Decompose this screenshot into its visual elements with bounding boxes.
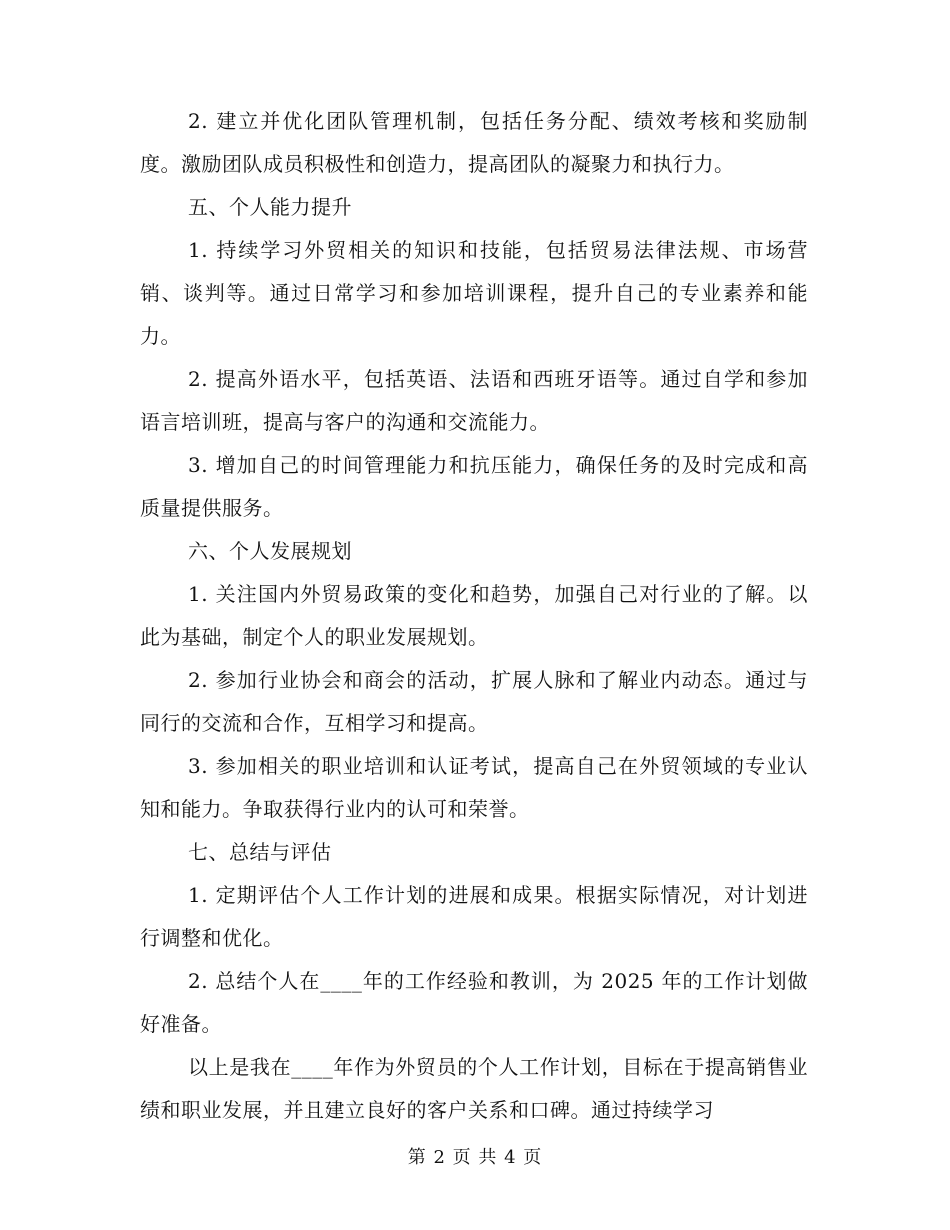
- paragraph: 3. 参加相关的职业培训和认证考试，提高自己在外贸领域的专业认知和能力。争取获得行业内的认可和荣誉。: [140, 754, 808, 821]
- page-number-footer: 第 2 页 共 4 页: [407, 1147, 543, 1168]
- paragraph: 2. 提高外语水平，包括英语、法语和西班牙语等。通过自学和参加语言培训班，提高与客户的沟通和交流能力。: [140, 367, 808, 434]
- paragraph: 1. 关注国内外贸易政策的变化和趋势，加强自己对行业的了解。以此为基础，制定个人的职业发展规划。: [140, 582, 808, 649]
- document-body: [140, 100, 808, 1132]
- paragraph: 2. 参加行业协会和商会的活动，扩展人脉和了解业内动态。通过与同行的交流和合作，互相学习和提高。: [140, 668, 808, 735]
- section-heading: 七、总结与评估: [188, 840, 332, 864]
- paragraph: 3. 增加自己的时间管理能力和抗压能力，确保任务的及时完成和高质量提供服务。: [140, 453, 808, 520]
- paragraph: 2. 建立并优化团队管理机制，包括任务分配、绩效考核和奖励制度。激励团队成员积极性和创造力，提高团队的凝聚力和执行力。: [140, 109, 808, 176]
- paragraph: 2. 总结个人在____年的工作经验和教训，为 2025 年的工作计划做好准备。: [140, 969, 808, 1036]
- section-heading: 五、个人能力提升: [188, 195, 352, 219]
- paragraph: 以上是我在____年作为外贸员的个人工作计划，目标在于提高销售业绩和职业发展，并且建立良好的客户关系和口碑。通过持续学习: [140, 1055, 808, 1122]
- section-heading: 六、个人发展规划: [188, 539, 352, 563]
- paragraph: 1. 持续学习外贸相关的知识和技能，包括贸易法律法规、市场营销、谈判等。通过日常学习和参加培训课程，提升自己的专业素养和能力。: [140, 238, 808, 348]
- paragraph: 1. 定期评估个人工作计划的进展和成果。根据实际情况，对计划进行调整和优化。: [140, 883, 808, 950]
